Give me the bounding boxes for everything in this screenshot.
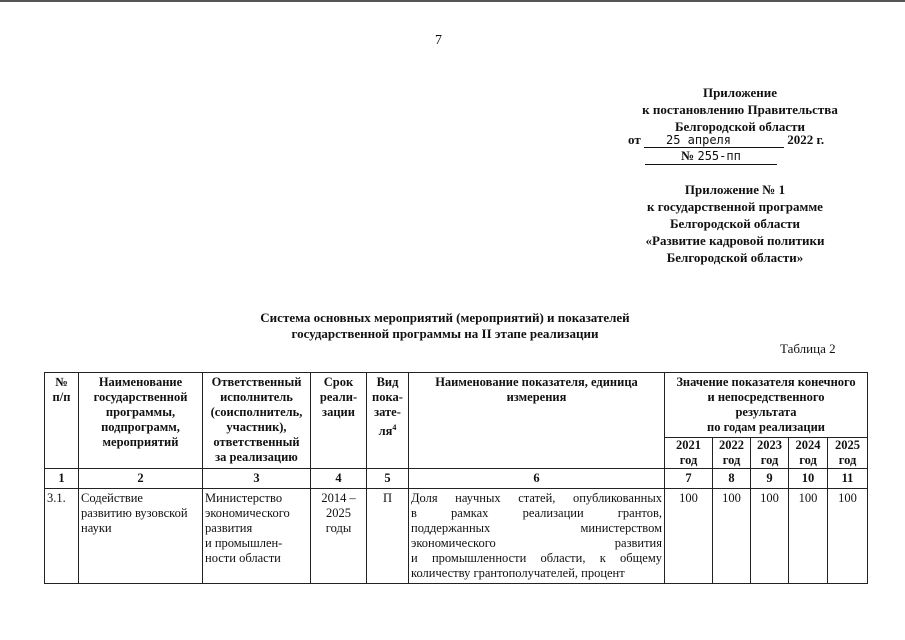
header-num	[45, 373, 79, 469]
header-text: подпрограмм,	[101, 420, 180, 434]
header-text: программы,	[105, 405, 176, 419]
cell-line: в рамках реализации грантов,	[411, 506, 662, 520]
appendix-line: к постановлению Правительства	[642, 102, 838, 117]
index-cell: 4	[311, 469, 367, 489]
index-cell: 8	[713, 469, 751, 489]
cell-line: науки	[81, 521, 112, 535]
cell-line: поддержанных министерством	[411, 521, 662, 535]
top-border-line	[0, 0, 905, 2]
table-header-row	[45, 373, 868, 438]
index-cell: 11	[828, 469, 868, 489]
cell-line: экономического	[205, 506, 290, 520]
header-text: Срок	[323, 375, 354, 389]
header-year	[751, 438, 789, 469]
header-year	[789, 438, 828, 469]
row-kind: П	[367, 489, 409, 584]
header-text: Значение показателя конечного	[676, 375, 856, 389]
footnote-mark: 4	[392, 423, 397, 432]
title-line: Система основных мероприятий (мероприятий) и показателей	[260, 310, 630, 325]
header-name	[79, 373, 203, 469]
row-value: 100	[828, 489, 868, 584]
header-value	[665, 373, 868, 438]
header-text: мероприятий	[102, 435, 179, 449]
header-text: государственной	[93, 390, 188, 404]
header-indicator	[409, 373, 665, 469]
appendix2-line: к государственной программе	[647, 199, 823, 214]
cell-line: экономического развития	[411, 536, 662, 550]
header-text: №	[55, 375, 68, 389]
header-text: ответственный	[213, 435, 300, 449]
cell-line: годы	[325, 521, 352, 535]
year-word: год	[679, 453, 698, 467]
header-text: ля	[378, 424, 393, 439]
header-text: Наименование	[98, 375, 183, 389]
header-year	[713, 438, 751, 469]
row-term	[311, 489, 367, 584]
row-name	[79, 489, 203, 584]
header-text: (соисполнитель,	[210, 405, 303, 419]
row-value: 100	[751, 489, 789, 584]
year-value: 2023	[757, 438, 782, 452]
appendix-header	[590, 84, 890, 135]
cell-line: и промышлен-	[205, 536, 283, 550]
index-cell: 9	[751, 469, 789, 489]
year-word: год	[838, 453, 857, 467]
appendix2-line: Белгородской области	[669, 216, 801, 231]
header-text: и непосредственного	[707, 390, 825, 404]
document-title	[200, 310, 690, 342]
row-value: 100	[789, 489, 828, 584]
header-text: зации	[322, 405, 355, 419]
index-cell: 3	[203, 469, 311, 489]
appendix2-line: Приложение № 1	[684, 182, 786, 197]
index-cell: 5	[367, 469, 409, 489]
cell-line: количеству грантополучателей, процент	[411, 566, 625, 580]
appendix-number	[645, 148, 777, 165]
header-text	[369, 420, 406, 439]
cell-line: 2025	[326, 506, 351, 520]
index-cell: 7	[665, 469, 713, 489]
header-text: по годам реализации	[707, 420, 825, 434]
header-text: измерения	[506, 390, 567, 404]
date-suffix: 2022 г.	[787, 132, 825, 147]
number-value: 255-пп	[697, 149, 741, 163]
cell-line: Доля научных статей, опубликованных	[411, 491, 662, 505]
row-num: 3.1.	[45, 489, 79, 584]
row-value: 100	[665, 489, 713, 584]
index-cell: 2	[79, 469, 203, 489]
table-row	[45, 489, 868, 584]
appendix2-line: Белгородской области»	[666, 250, 804, 265]
index-cell: 1	[45, 469, 79, 489]
program-table	[44, 372, 868, 584]
row-responsible	[203, 489, 311, 584]
page-number: 7	[435, 33, 442, 48]
date-prefix: от	[628, 132, 641, 147]
cell-line: ности области	[205, 551, 281, 565]
year-value: 2021	[676, 438, 701, 452]
year-word: год	[722, 453, 741, 467]
cell-line: и промышленности области, к общему	[411, 551, 662, 565]
header-year	[665, 438, 713, 469]
cell-line: Содействие	[81, 491, 143, 505]
index-cell: 10	[789, 469, 828, 489]
header-responsible	[203, 373, 311, 469]
header-text: Вид	[376, 375, 399, 389]
appendix2-header	[600, 181, 870, 266]
title-line: государственной программы на II этапе реализации	[291, 326, 599, 341]
year-value: 2024	[795, 438, 821, 452]
date-value: 25 апреля	[644, 133, 784, 148]
cell-line: 2014 –	[321, 491, 356, 505]
table-label: Таблица 2	[780, 341, 836, 356]
index-cell: 6	[409, 469, 665, 489]
header-year	[828, 438, 868, 469]
appendix2-line: «Развитие кадровой политики	[645, 233, 825, 248]
header-text: реали-	[319, 390, 358, 404]
appendix-line: Приложение	[702, 85, 778, 100]
row-value: 100	[713, 489, 751, 584]
appendix-date	[628, 132, 824, 148]
header-text: Ответственный	[211, 375, 302, 389]
year-word: год	[760, 453, 779, 467]
header-term	[311, 373, 367, 469]
cell-line: развития	[205, 521, 253, 535]
header-text: зате-	[374, 405, 401, 419]
header-text: исполнитель	[220, 390, 293, 404]
cell-line: развитию вузовской	[81, 506, 188, 520]
header-text: за реализацию	[215, 450, 298, 464]
number-prefix: №	[681, 148, 695, 163]
header-kind	[367, 373, 409, 469]
header-text: п/п	[52, 390, 71, 404]
cell-line: Министерство	[205, 491, 283, 505]
header-text: участник),	[226, 420, 287, 434]
row-indicator	[409, 489, 665, 584]
year-value: 2025	[835, 438, 860, 452]
header-text: пока-	[372, 390, 403, 404]
header-text: Наименование показателя, единица	[435, 375, 638, 389]
table-index-row	[45, 469, 868, 489]
appendix-line: Белгородской области	[674, 119, 806, 134]
header-text: результата	[735, 405, 797, 419]
year-value: 2022	[719, 438, 744, 452]
year-word: год	[799, 453, 817, 467]
